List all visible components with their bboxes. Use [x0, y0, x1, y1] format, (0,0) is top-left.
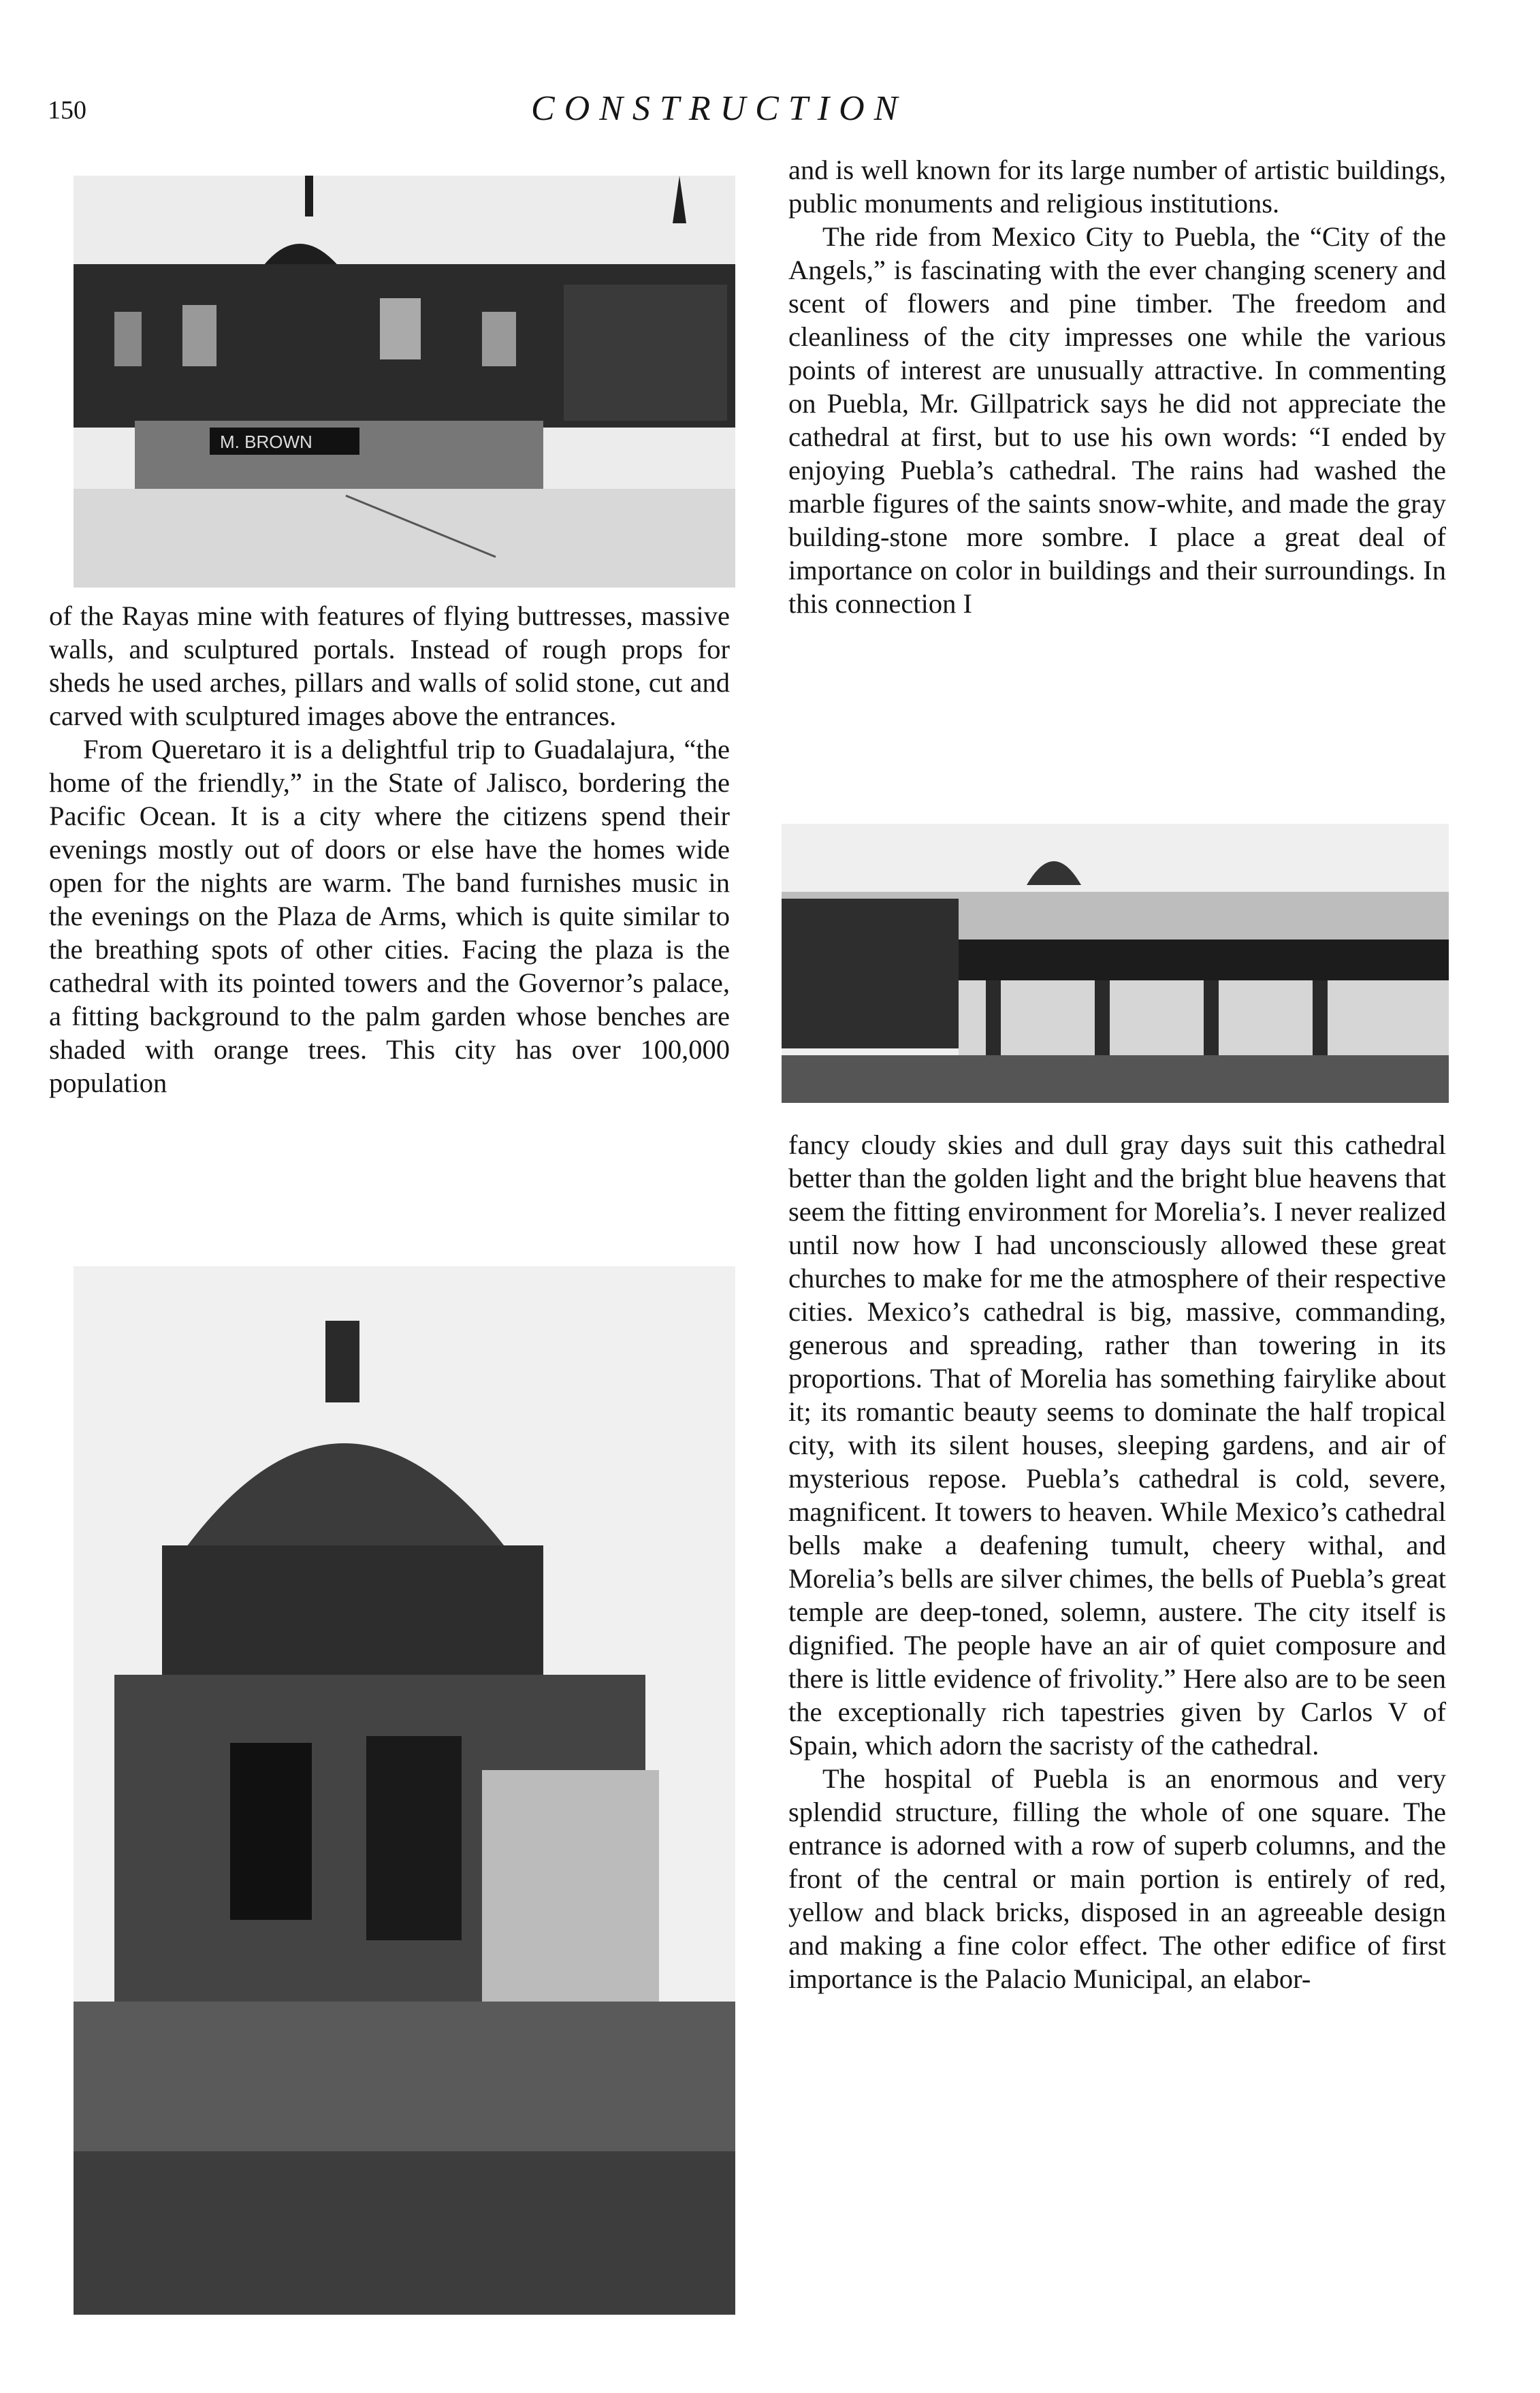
page-number: 150 — [48, 96, 86, 125]
paragraph: and is well known for its large number of artistic buildings, public monuments and religious institutions. — [788, 155, 1446, 219]
paragraph: The ride from Mexico City to Puebla, the “City of the Angels,” is fascinating with the ever changing scenery and scent of flowers and pine timber. The freedom and cleanliness of the city impresses one while the various points of interest are unusually attractive. In commenting on Puebla, Mr. Gillpatrick says he did not appreciate the cathedral at first, but to use his own words: “I ended by enjoying Puebla’s cathedral. The rains had washed the marble figures of the saints snow-white, and made the gray building-stone more sombre. I place a great deal of importance on color in buildings and their surroundings. In this connection I — [788, 221, 1446, 619]
paragraph: fancy cloudy skies and dull gray days suit this cathedral better than the golden light and the bright blue heavens that seem the fitting environment for Morelia’s. I never realized until now how I had unconsciously allowed these great churches to make for me the atmosphere of their respective cities. Mexico’s cathedral is big, massive, commanding, generous and spreading, rather than towering in its proportions. That of Morelia has something fairylike about it; its romantic beauty seems to dominate the half tropical city, with its silent houses, sleeping gardens, and air of mysterious repose. Puebla’s cathedral is cold, severe, magnificent. It towers to heaven. While Mexico’s cathedral bells make a deafening tumult, cheery withal, and Morelia’s bells are silver chimes, the bells of Puebla’s great temple are deep-toned, solemn, austere. The city itself is dignified. The people have an air of quiet composure and there is little evidence of frivolity.” Here also are to be seen the exceptionally rich tapestries given by Carlos V of Spain, which adorn the sacristy of the cathedral. — [788, 1129, 1446, 1761]
photo-colonnade — [782, 824, 1449, 1103]
page-title: CONSTRUCTION — [531, 89, 908, 128]
left-column-text — [49, 599, 730, 1099]
photo-cathedral-dome — [74, 1266, 735, 2315]
photo-rooftop-cathedral — [74, 176, 735, 588]
sign-text: M. BROWN — [220, 432, 312, 452]
paragraph: The hospital of Puebla is an enormous and very splendid structure, filling the whole of one square. The entrance is adorned with a row of superb columns, and the front of the central or main portion is entirely of red, yellow and black bricks, disposed in an agreeable design and making a fine color effect. The other edifice of first importance is the Palacio Municipal, an elabor- — [788, 1763, 1446, 1994]
right-column-text-bottom — [788, 1128, 1446, 1995]
right-column-text-top — [788, 153, 1446, 620]
paragraph: of the Rayas mine with features of flying buttresses, massive walls, and sculptured portals. Instead of rough props for sheds he used arches, pillars and walls of solid stone, cut and carved with sculptured images above the entrances. — [49, 600, 730, 731]
paragraph: From Queretaro it is a delightful trip to Guadalajura, “the home of the friendly,” in the State of Jalisco, bordering the Pacific Ocean. It is a city where the citizens spend their evenings mostly out of doors or else have the homes wide open for the nights are warm. The band furnishes music in the evenings on the Plaza de Arms, which is quite similar to the breathing spots of other cities. Facing the plaza is the cathedral with its pointed towers and the Governor’s palace, a fitting background to the palm garden whose benches are shaded with orange trees. This city has over 100,000 population — [49, 734, 730, 1098]
